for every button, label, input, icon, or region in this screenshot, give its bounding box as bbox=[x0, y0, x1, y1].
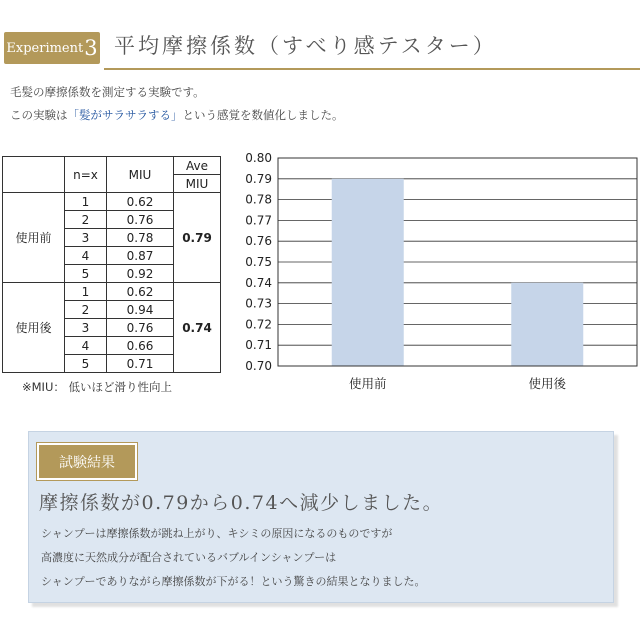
result-panel bbox=[28, 431, 614, 603]
header-divider bbox=[104, 68, 640, 70]
intro-highlight: 「髪がサラサラする」 bbox=[67, 108, 183, 122]
experiment-badge-text: Experiment bbox=[6, 40, 84, 56]
y-tick-label: 0.75 bbox=[245, 255, 272, 269]
row-n: 3 bbox=[65, 319, 107, 337]
row-n: 5 bbox=[65, 355, 107, 373]
experiment-badge bbox=[4, 32, 100, 64]
row-n: 1 bbox=[65, 193, 107, 211]
y-tick-label: 0.71 bbox=[245, 338, 272, 353]
row-miu: 0.87 bbox=[107, 247, 174, 265]
intro-prefix: この実験は bbox=[10, 108, 68, 122]
table-row bbox=[3, 283, 221, 301]
intro-line-1: 毛髪の摩擦係数を測定する実験です。 bbox=[10, 85, 205, 99]
miu-note: ※MIU： 低いほど滑り性向上 bbox=[22, 380, 173, 394]
row-miu: 0.62 bbox=[107, 283, 174, 301]
y-tick-label: 0.77 bbox=[245, 213, 272, 228]
row-n: 1 bbox=[65, 283, 107, 301]
y-tick-label: 0.74 bbox=[245, 275, 272, 290]
y-tick-label: 0.72 bbox=[245, 317, 272, 332]
row-miu: 0.66 bbox=[107, 337, 174, 355]
result-badge: 試験結果 bbox=[37, 443, 137, 480]
row-n: 3 bbox=[65, 229, 107, 247]
table-corner bbox=[3, 157, 65, 193]
y-tick-label: 0.80 bbox=[245, 151, 272, 165]
header-n: n=x bbox=[65, 157, 107, 193]
page-title: 平均摩擦係数（すべり感テスター） bbox=[114, 34, 497, 58]
header-miu: MIU bbox=[107, 157, 174, 193]
row-miu: 0.92 bbox=[107, 265, 174, 283]
x-tick-label: 使用後 bbox=[528, 376, 567, 391]
y-tick-label: 0.78 bbox=[245, 192, 272, 207]
y-tick-label: 0.73 bbox=[245, 296, 272, 311]
bar bbox=[332, 179, 404, 366]
y-tick-label: 0.70 bbox=[245, 359, 272, 373]
header-ave: Ave bbox=[174, 157, 221, 175]
table-row bbox=[3, 193, 221, 211]
row-miu: 0.71 bbox=[107, 355, 174, 373]
header-ave-unit: MIU bbox=[174, 175, 221, 193]
row-miu: 0.78 bbox=[107, 229, 174, 247]
group-label-before: 使用前 bbox=[3, 193, 65, 283]
result-line-3: シャンプーでありながら摩擦係数が下がる！という驚きの結果となりました。 bbox=[41, 575, 426, 588]
group-average-before: 0.79 bbox=[174, 193, 221, 283]
experiment-badge-number: 3 bbox=[84, 36, 98, 60]
miu-bar-chart bbox=[240, 148, 640, 398]
row-n: 4 bbox=[65, 247, 107, 265]
y-tick-label: 0.79 bbox=[245, 171, 272, 186]
row-n: 4 bbox=[65, 337, 107, 355]
row-miu: 0.76 bbox=[107, 319, 174, 337]
row-miu: 0.62 bbox=[107, 193, 174, 211]
intro-line-2 bbox=[10, 107, 344, 123]
row-miu: 0.94 bbox=[107, 301, 174, 319]
miu-table bbox=[2, 156, 221, 373]
bar bbox=[511, 283, 583, 366]
row-n: 5 bbox=[65, 265, 107, 283]
intro-suffix: という感覚を数値化しました。 bbox=[182, 108, 344, 122]
group-label-after: 使用後 bbox=[3, 283, 65, 373]
y-tick-label: 0.76 bbox=[245, 234, 272, 249]
x-tick-label: 使用前 bbox=[348, 376, 387, 391]
section-header bbox=[0, 28, 640, 68]
row-n: 2 bbox=[65, 301, 107, 319]
row-n: 2 bbox=[65, 211, 107, 229]
group-average-after: 0.74 bbox=[174, 283, 221, 373]
result-title: 摩擦係数が0.79から0.74へ減少しました。 bbox=[39, 492, 444, 514]
result-line-1: シャンプーは摩擦係数が跳ね上がり、キシミの原因になるのものですが bbox=[41, 527, 393, 540]
result-line-2: 高濃度に天然成分が配合されているバブルインシャンプーは bbox=[41, 551, 337, 564]
row-miu: 0.76 bbox=[107, 211, 174, 229]
